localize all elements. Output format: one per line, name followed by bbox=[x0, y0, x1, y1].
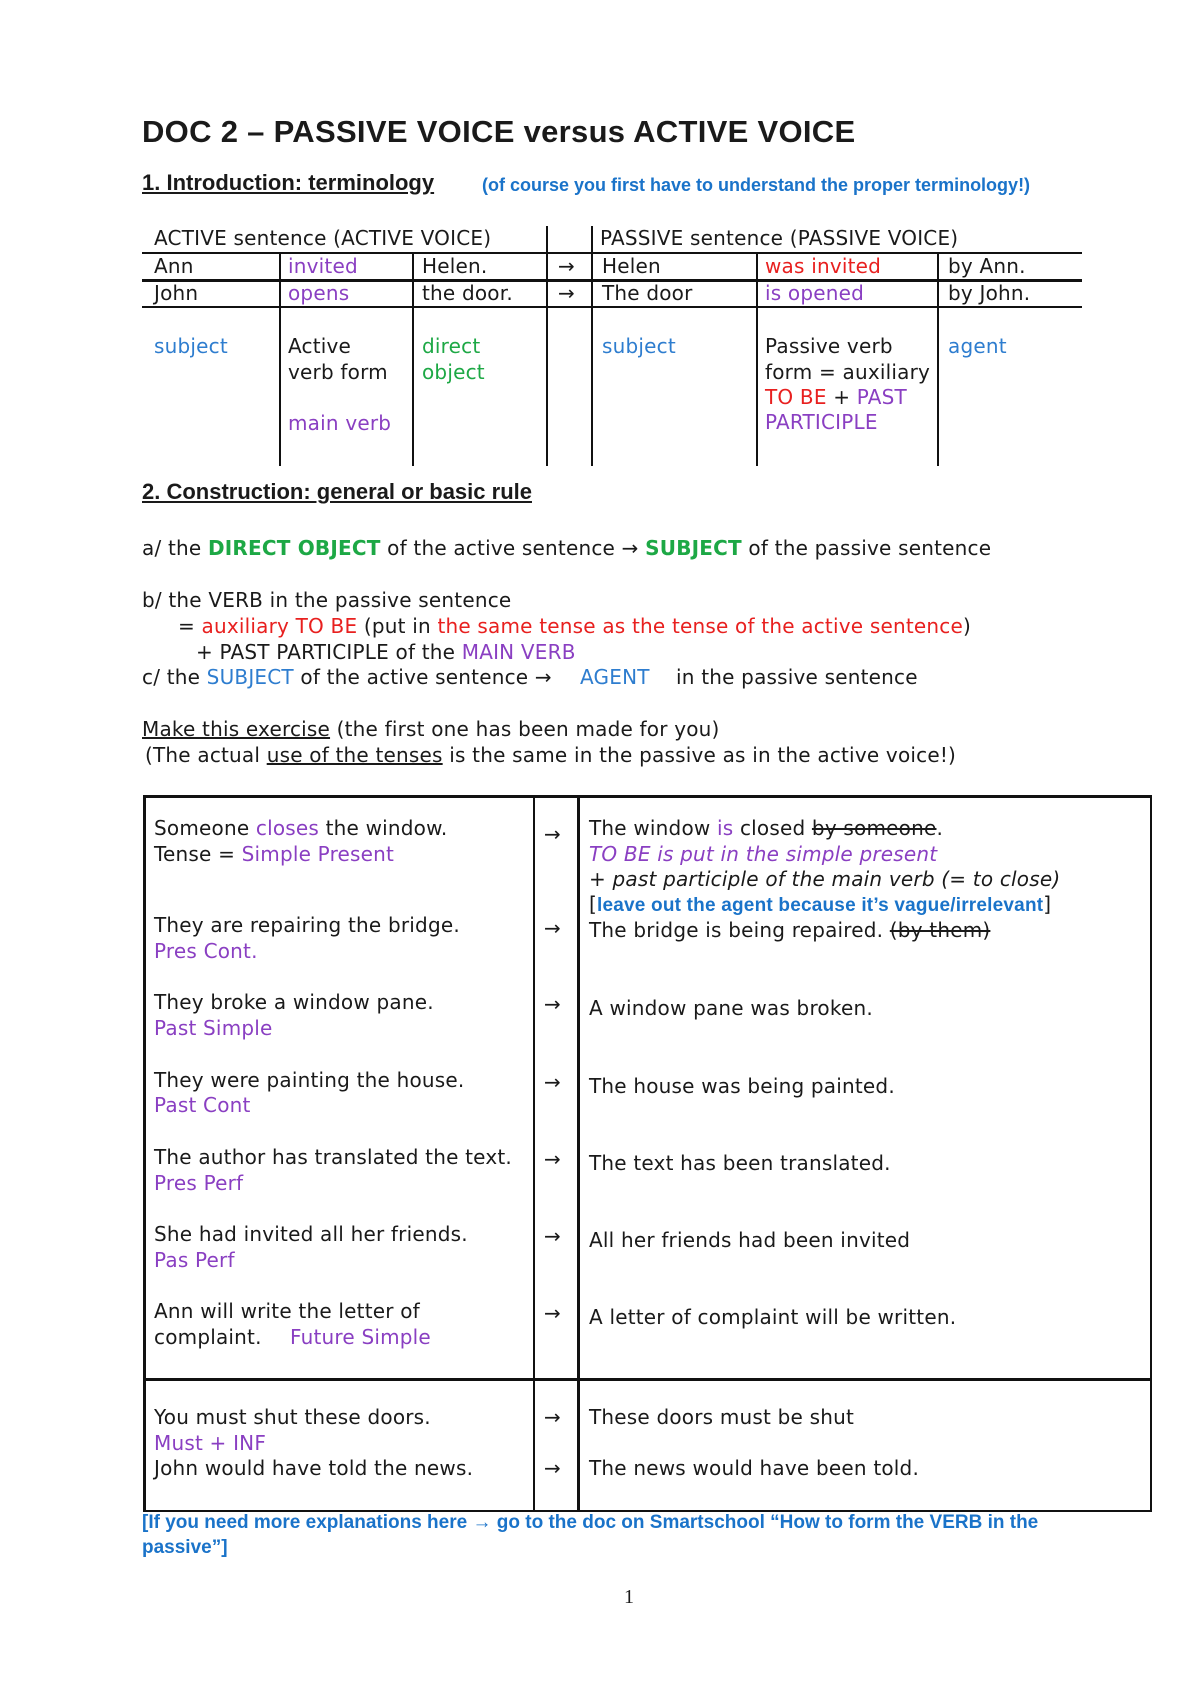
tense-label: Past Cont bbox=[154, 1093, 251, 1117]
cell-active-object: the door. bbox=[422, 281, 513, 305]
rule-b-participle bbox=[196, 640, 576, 664]
arrow-icon: → bbox=[534, 665, 552, 689]
passive-sentence: The house was being painted. bbox=[589, 1074, 895, 1098]
active-sentence: complaint. bbox=[154, 1325, 262, 1349]
table-rule bbox=[143, 1378, 1152, 1381]
label-participle: PARTICIPLE bbox=[765, 410, 878, 434]
arrow-icon: → bbox=[472, 1512, 492, 1533]
arrow-icon: → bbox=[544, 1224, 561, 1248]
cell-passive-subject: Helen bbox=[602, 254, 661, 278]
passive-sentence: A window pane was broken. bbox=[589, 996, 873, 1020]
footnote-text: go to the doc on Smartschool “How to form the VERB in the bbox=[491, 1512, 1039, 1533]
section2-heading: 2. Construction: general or basic rule bbox=[142, 479, 532, 504]
rule-main-verb: MAIN VERB bbox=[461, 640, 576, 664]
active-sentence: John would have told the news. bbox=[154, 1456, 474, 1480]
exercise-instruction bbox=[142, 717, 720, 741]
rule-text: of the active sentence bbox=[380, 536, 622, 560]
exercise-note: (the first one has been made for you) bbox=[330, 717, 720, 741]
text: The window bbox=[589, 816, 717, 840]
table-rule bbox=[591, 226, 593, 466]
verb: is bbox=[717, 816, 734, 840]
arrow-icon: → bbox=[558, 281, 575, 305]
tense-label: Past Simple bbox=[154, 1016, 273, 1040]
verb: closes bbox=[255, 816, 320, 840]
label-passive-verb bbox=[765, 385, 907, 409]
label-to-be: TO BE bbox=[765, 385, 827, 409]
cell-passive-verb: was invited bbox=[765, 254, 882, 278]
text: Tense = bbox=[154, 842, 242, 866]
active-sentence bbox=[154, 816, 447, 840]
rule-text: + PAST PARTICIPLE of the bbox=[196, 640, 462, 664]
text: . bbox=[936, 816, 944, 840]
active-sentence: She had invited all her friends. bbox=[154, 1222, 468, 1246]
table-rule bbox=[143, 795, 146, 1512]
active-sentence: They are repairing the bridge. bbox=[154, 913, 460, 937]
label-direct-object: object bbox=[422, 360, 485, 384]
cell-passive-verb: is opened bbox=[765, 281, 865, 305]
footnote-text: [If you need more explanations here bbox=[142, 1512, 473, 1533]
table-rule bbox=[412, 252, 414, 466]
footnote bbox=[142, 1512, 1038, 1534]
arrow-icon: → bbox=[544, 1456, 561, 1480]
struck-agent: (by them) bbox=[889, 918, 991, 942]
exercise-note: (The actual bbox=[145, 743, 267, 767]
arrow-icon: → bbox=[544, 822, 561, 846]
rule-b: b/ the VERB in the passive sentence bbox=[142, 588, 512, 612]
rule-auxiliary: auxiliary TO BE bbox=[201, 614, 358, 638]
text: The bridge is being repaired. bbox=[589, 918, 890, 942]
passive-sentence: The news would have been told. bbox=[589, 1456, 920, 1480]
table-rule bbox=[756, 252, 758, 466]
label-plus: + bbox=[826, 385, 857, 409]
text: Someone bbox=[154, 816, 256, 840]
table-rule bbox=[1150, 795, 1152, 1512]
passive-header: PASSIVE sentence (PASSIVE VOICE) bbox=[600, 226, 959, 250]
active-header: ACTIVE sentence (ACTIVE VOICE) bbox=[154, 226, 492, 250]
rule-a bbox=[142, 536, 991, 560]
cell-active-subject: John bbox=[154, 281, 199, 305]
label-active-verb: Active bbox=[288, 334, 352, 358]
table-rule bbox=[279, 252, 281, 466]
rule-text: (put in bbox=[357, 614, 438, 638]
tense-label: Future Simple bbox=[290, 1325, 431, 1349]
rule-direct-object: DIRECT OBJECT bbox=[207, 536, 381, 560]
arrow-icon: → bbox=[544, 992, 561, 1016]
rule-agent: AGENT bbox=[580, 665, 650, 689]
rule-text: ) bbox=[962, 614, 971, 638]
label-active-verb: verb form bbox=[288, 360, 388, 384]
text: closed bbox=[733, 816, 812, 840]
rule-text: of the active sentence bbox=[293, 665, 535, 689]
table-rule bbox=[577, 795, 580, 1512]
table-rule bbox=[533, 795, 535, 1512]
table-rule bbox=[546, 226, 548, 466]
table-rule bbox=[142, 306, 1082, 308]
explanation: + past participle of the main verb (= to close) bbox=[589, 867, 1061, 891]
label-main-verb: main verb bbox=[288, 411, 392, 435]
cell-passive-agent: by John. bbox=[948, 281, 1031, 305]
rule-b-auxiliary bbox=[178, 614, 971, 638]
arrow-icon: → bbox=[558, 254, 575, 278]
label-subject: subject bbox=[602, 334, 676, 358]
active-sentence: They broke a window pane. bbox=[154, 990, 434, 1014]
passive-sentence bbox=[589, 816, 943, 840]
tense-label: Pres Cont. bbox=[154, 939, 258, 963]
document-title: DOC 2 – PASSIVE VOICE versus ACTIVE VOICE bbox=[142, 114, 856, 149]
tense-label: Must + INF bbox=[154, 1431, 267, 1455]
label-subject: subject bbox=[154, 334, 228, 358]
rule-text: c/ the bbox=[142, 665, 207, 689]
exercise-note: is the same in the passive as in the active voice!) bbox=[442, 743, 957, 767]
table-rule bbox=[143, 795, 1152, 798]
passive-sentence: A letter of complaint will be written. bbox=[589, 1305, 957, 1329]
label-passive-verb: Passive verb bbox=[765, 334, 893, 358]
cell-active-verb: opens bbox=[288, 281, 350, 305]
cell-active-subject: Ann bbox=[154, 254, 194, 278]
active-sentence: Ann will write the letter of bbox=[154, 1299, 420, 1323]
rule-subject: SUBJECT bbox=[206, 665, 294, 689]
section1-note: (of course you first have to understand the proper terminology!) bbox=[482, 175, 1031, 195]
arrow-icon: → bbox=[544, 1301, 561, 1325]
exercise-label: Make this exercise bbox=[142, 717, 331, 741]
page-number: 1 bbox=[624, 1586, 634, 1608]
explanation: TO BE is put in the simple present bbox=[589, 842, 938, 866]
exercise-instruction bbox=[145, 743, 956, 767]
label-passive-verb: form = auxiliary bbox=[765, 360, 931, 384]
tense-label: Pas Perf bbox=[154, 1248, 235, 1272]
cell-passive-agent: by Ann. bbox=[948, 254, 1026, 278]
exercise-note: use of the tenses bbox=[266, 743, 443, 767]
active-sentence: The author has translated the text. bbox=[154, 1145, 512, 1169]
arrow-icon: → bbox=[544, 916, 561, 940]
section1-heading: 1. Introduction: terminology bbox=[142, 170, 435, 195]
arrow-icon: → bbox=[544, 1070, 561, 1094]
bracket: [ bbox=[589, 892, 598, 916]
label-past: PAST bbox=[856, 385, 907, 409]
rule-text: of the passive sentence bbox=[741, 536, 992, 560]
tense-label bbox=[154, 842, 394, 866]
cell-passive-subject: The door bbox=[602, 281, 693, 305]
tense-label: Pres Perf bbox=[154, 1171, 244, 1195]
rule-same-tense: the same tense as the tense of the active sentence bbox=[437, 614, 963, 638]
passive-sentence: All her friends had been invited bbox=[589, 1228, 911, 1252]
active-sentence: They were painting the house. bbox=[154, 1068, 465, 1092]
table-rule bbox=[937, 252, 939, 466]
passive-sentence: The text has been translated. bbox=[589, 1151, 891, 1175]
cell-active-verb: invited bbox=[288, 254, 358, 278]
rule-text: a/ the bbox=[142, 536, 208, 560]
footnote: passive”] bbox=[142, 1537, 228, 1558]
arrow-icon: → bbox=[621, 536, 639, 560]
struck-agent: by someone bbox=[811, 816, 937, 840]
tense: Simple Present bbox=[241, 842, 395, 866]
bracket: ] bbox=[1043, 892, 1052, 916]
explanation bbox=[589, 892, 1051, 917]
arrow-icon: → bbox=[544, 1405, 561, 1429]
passive-sentence bbox=[589, 918, 990, 942]
text: the window. bbox=[319, 816, 448, 840]
passive-sentence: These doors must be shut bbox=[589, 1405, 854, 1429]
rule-text: = bbox=[178, 614, 202, 638]
rule-subject: SUBJECT bbox=[645, 536, 742, 560]
active-sentence: You must shut these doors. bbox=[154, 1405, 431, 1429]
cell-active-object: Helen. bbox=[422, 254, 488, 278]
label-direct-object: direct bbox=[422, 334, 481, 358]
rule-c bbox=[142, 665, 552, 689]
agent-note: leave out the agent because it’s vague/irrelevant bbox=[597, 895, 1044, 916]
label-agent: agent bbox=[948, 334, 1007, 358]
arrow-icon: → bbox=[544, 1147, 561, 1171]
rule-text: in the passive sentence bbox=[676, 665, 918, 689]
